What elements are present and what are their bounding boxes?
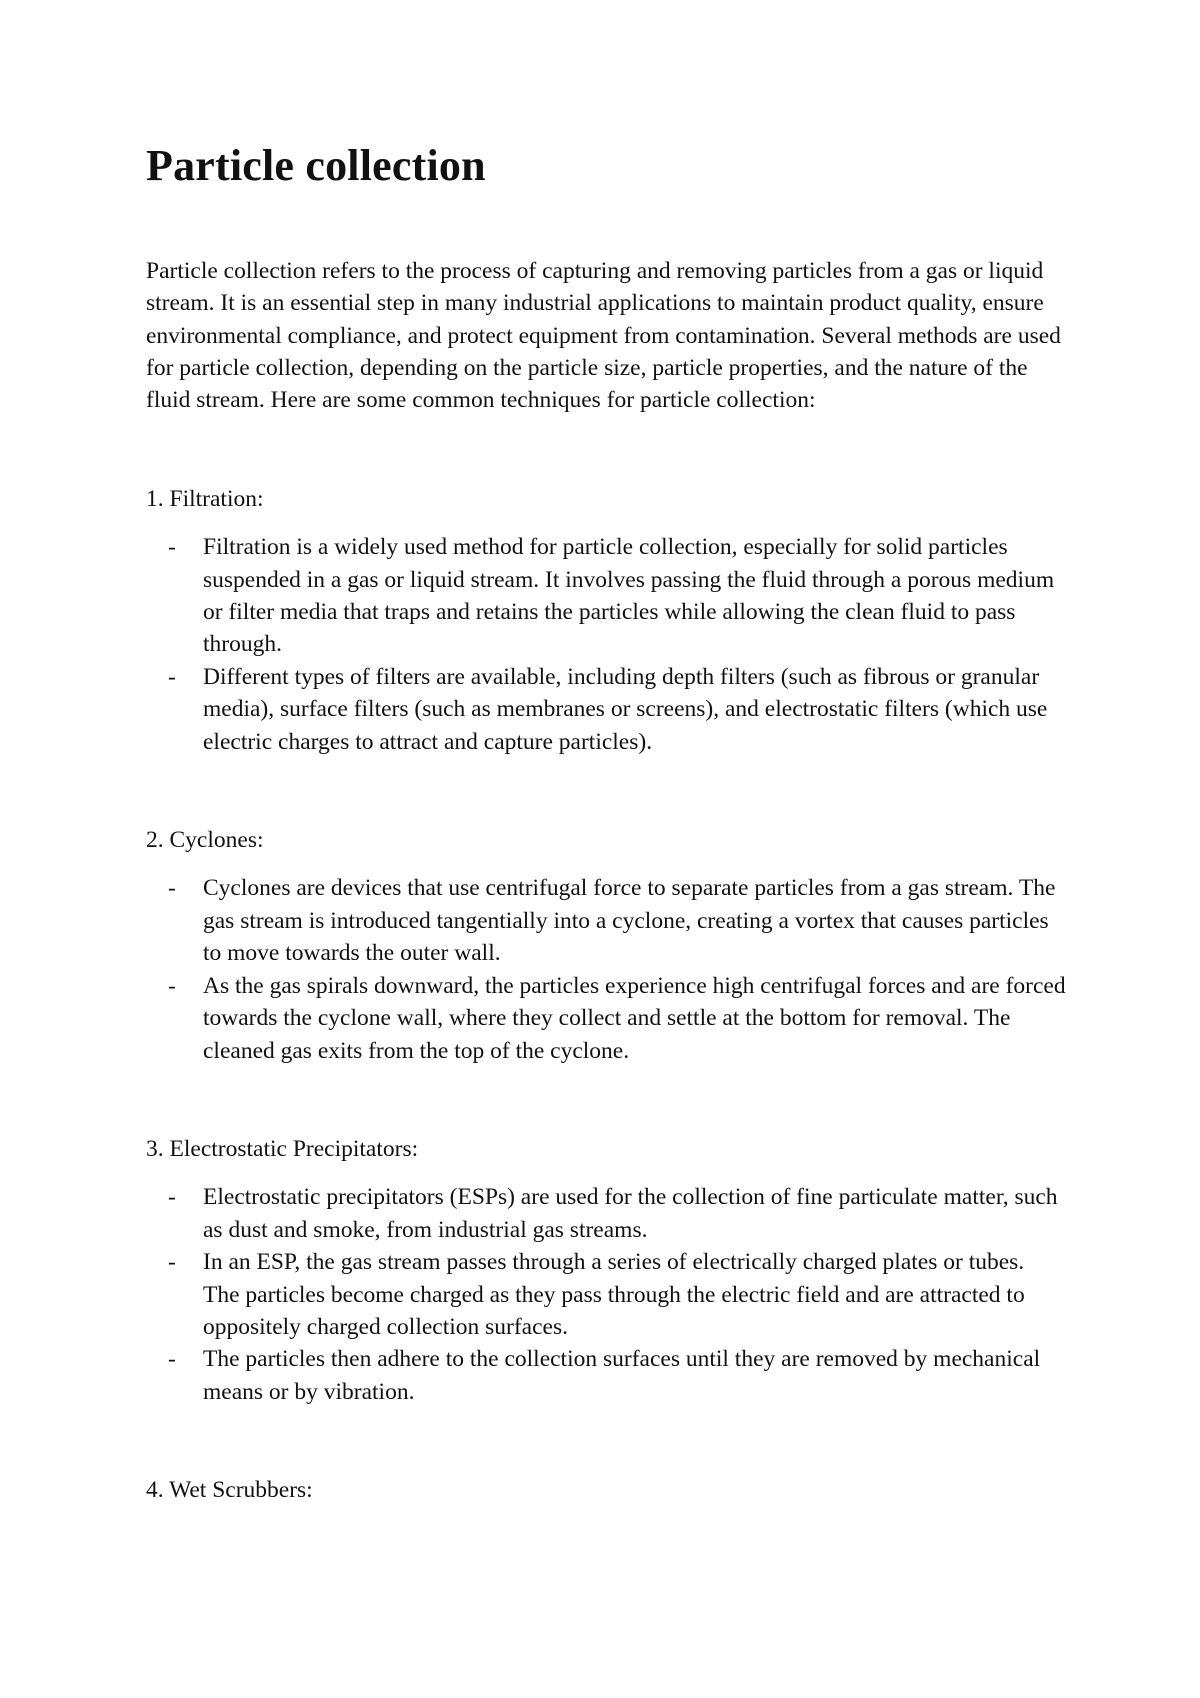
- list-item-text: Electrostatic precipitators (ESPs) are used for the collection of fine particulate matter, such as dust and smoke, from industrial gas streams.: [203, 1184, 1058, 1243]
- list-item-text: Cyclones are devices that use centrifugal force to separate particles from a gas stream. The gas stream is introduced tangentially into a cyclone, creating a vortex that causes particles to move towards the outer wall.: [203, 875, 1056, 967]
- list-item-text: Filtration is a widely used method for particle collection, especially for solid particles suspended in a gas or liquid stream. It involves passing the fluid through a porous medium or filter media that traps and retains the particles while allowing the clean fluid to pass through.: [203, 534, 1055, 658]
- list-item: [146, 872, 1066, 969]
- section-filtration: [146, 483, 1066, 758]
- list-item: [146, 970, 1066, 1067]
- list-item-text: Different types of filters are available, including depth filters (such as fibrous or granular media), surface filters (such as membranes or screens), and electrostatic filters (which use electric charges to attract and capture particles).: [203, 663, 1048, 755]
- bullet-dash: -: [168, 534, 176, 561]
- section-wet-scrubbers: [146, 1474, 1066, 1506]
- bullet-dash: -: [168, 875, 176, 902]
- bullet-list: [146, 1181, 1066, 1408]
- list-item: [146, 531, 1066, 661]
- section-heading: 4. Wet Scrubbers:: [146, 1477, 313, 1504]
- list-item-text: In an ESP, the gas stream passes through a series of electrically charged plates or tubes. The particles become charged as they pass through the electric field and are attracted to oppositely charged collection surfaces.: [203, 1249, 1025, 1340]
- document-page: [146, 140, 1066, 1507]
- list-item-text: The particles then adhere to the collection surfaces until they are removed by mechanical means or by vibration.: [203, 1346, 1041, 1405]
- list-item: [146, 661, 1066, 758]
- bullet-dash: -: [168, 663, 176, 690]
- section-electrostatic-precipitators: [146, 1133, 1066, 1408]
- bullet-dash: -: [168, 1346, 176, 1373]
- section-heading: 3. Electrostatic Precipitators:: [146, 1135, 419, 1162]
- list-item-text: As the gas spirals downward, the particles experience high centrifugal forces and are forced towards the cyclone wall, where they collect and settle at the bottom for removal. The cleaned gas exits from the top of the cyclone.: [203, 972, 1066, 1064]
- list-item: [146, 1181, 1066, 1246]
- bullet-dash: -: [168, 1184, 176, 1211]
- document-title: Particle collection: [146, 141, 486, 190]
- section-cyclones: [146, 824, 1066, 1067]
- list-item: [146, 1246, 1066, 1343]
- section-heading: 2. Cyclones:: [146, 827, 264, 854]
- bullet-list: [146, 531, 1066, 758]
- bullet-dash: -: [168, 1249, 176, 1276]
- bullet-list: [146, 872, 1066, 1066]
- list-item: [146, 1343, 1066, 1408]
- section-heading: 1. Filtration:: [146, 485, 264, 512]
- intro-paragraph: Particle collection refers to the process of capturing and removing particles from a gas or liquid stream. It is an essential step in many industrial applications to maintain product quality, ensure environmental compliance, and protect equipment from contamination. Several methods are used for particle collection, depending on the particle size, particle properties, and the nature of the fluid stream. Here are some common techniques for particle collection:: [146, 257, 1061, 414]
- bullet-dash: -: [168, 972, 176, 999]
